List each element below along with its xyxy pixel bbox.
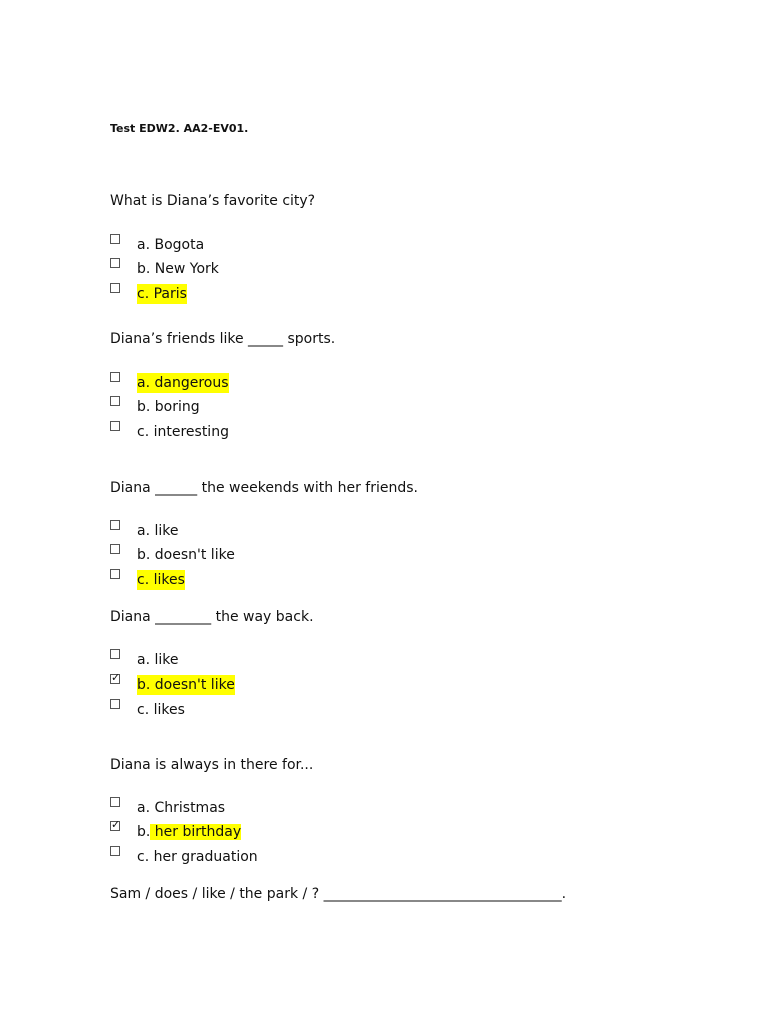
option-label-highlighted: c. Paris <box>137 286 187 302</box>
option-label: a. Christmas <box>137 800 226 816</box>
checkbox-icon[interactable] <box>110 846 120 856</box>
question-1: What is Diana’s favorite city? <box>110 193 316 209</box>
checkbox-checked-icon[interactable] <box>110 818 121 831</box>
checkbox-icon[interactable] <box>110 283 120 293</box>
checkbox-icon[interactable] <box>110 699 120 709</box>
checkbox-icon[interactable] <box>110 797 120 807</box>
checkbox-icon[interactable] <box>110 520 120 530</box>
option-label-highlighted: her birthday <box>150 824 242 840</box>
question-2: Diana’s friends like _____ sports. <box>110 331 336 347</box>
checkbox-icon[interactable] <box>110 258 120 268</box>
checkbox-icon[interactable] <box>110 421 120 431</box>
question-5: Diana is always in there for... <box>110 757 314 773</box>
option-label: c. likes <box>137 702 185 718</box>
document-title: Test EDW2. AA2-EV01. <box>110 122 249 135</box>
checkbox-icon[interactable] <box>110 234 120 244</box>
checkbox-icon[interactable] <box>110 569 120 579</box>
option-label-split <box>137 822 241 842</box>
checkbox-icon[interactable] <box>110 396 120 406</box>
final-question: Sam / does / like / the park / ? __________________________________. <box>110 886 567 902</box>
checkmark-icon: ✓ <box>111 671 121 684</box>
option-prefix: b. <box>137 824 151 840</box>
option-label: b. doesn't like <box>137 547 235 563</box>
checkmark-icon: ✓ <box>111 818 121 831</box>
checkbox-icon[interactable] <box>110 649 120 659</box>
option-label: a. like <box>137 652 179 668</box>
option-label: c. her graduation <box>137 849 258 865</box>
option-label-highlighted: c. likes <box>137 572 185 588</box>
option-label-highlighted: a. dangerous <box>137 375 229 391</box>
checkbox-checked-icon[interactable] <box>110 671 121 684</box>
option-label: a. like <box>137 523 179 539</box>
option-label: c. interesting <box>137 424 229 440</box>
checkbox-icon[interactable] <box>110 544 120 554</box>
checkbox-icon[interactable] <box>110 372 120 382</box>
option-label-highlighted: b. doesn't like <box>137 677 235 693</box>
option-label: b. New York <box>137 261 219 277</box>
question-4: Diana ________ the way back. <box>110 609 314 625</box>
option-label: b. boring <box>137 399 200 415</box>
option-label: a. Bogota <box>137 237 205 253</box>
question-3: Diana ______ the weekends with her friends. <box>110 480 418 496</box>
